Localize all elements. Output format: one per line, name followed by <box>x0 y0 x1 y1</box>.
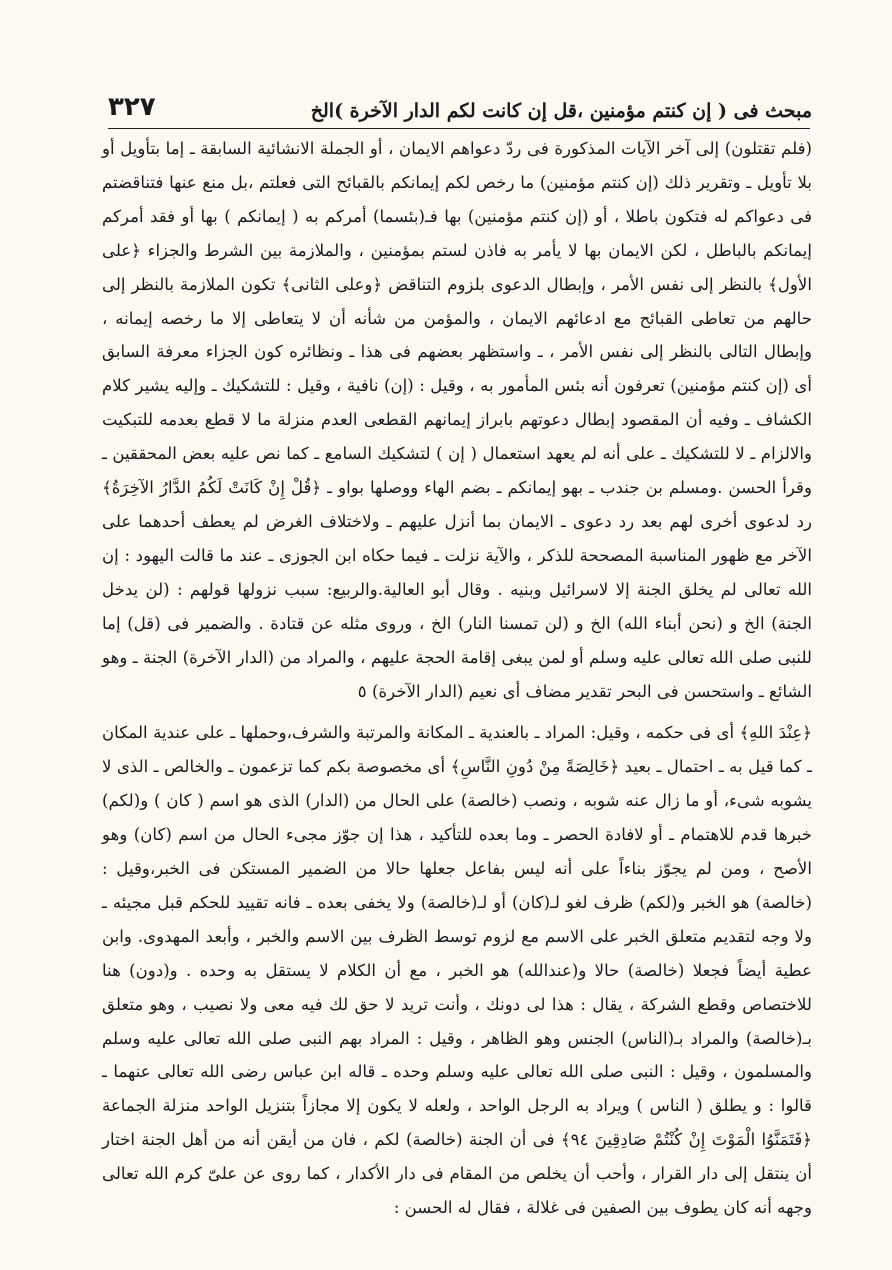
page-number: ٣٢٧ <box>108 92 156 122</box>
page-header <box>108 82 812 122</box>
running-head-title: مبحث فى ( إن كنتم مؤمنين ،قل إن كانت لكم الدار الآخرة )الخ <box>310 100 812 122</box>
header-rule <box>108 128 810 129</box>
paragraph-commentary-1: (فلم تقتلون) إلى آخر الآيات المذكورة فى ردّ دعواهم الايمان ، أو الجملة الانشائية السابقة ـ إما بتأويل أو بلا تأويل ـ وتقرير ذلك (إن كنتم مؤمنين) ما رخص لكم إيمانكم بالقبائح التى فعلتم ،بل منع عنها فتناقضتم فى دعواكم له فتكون باطلا ، أو (إن كنتم مؤمنين) بها فـ(بئسما) أمركم به ( إيمانكم ) بها أو فقد أمركم إيمانكم بالباطل ، لكن الايمان بها لا يأمر به فاذن لستم بمؤمنين ، والملازمة بين الشرط والجزاء ﴿على الأول﴾ بالنظر إلى نفس الأمر ، وإبطال الدعوى بلزوم التناقض ﴿وعلى الثانى﴾ تكون الملازمة بالنظر إلى حالهم من تعاطى القبائح مع ادعائهم الايمان ، والمؤمن من شأنه أن لا يتعاطى إلا ما رخصه إيمانه ، وإبطال التالى بالنظر إلى نفس الأمر ، ـ واستظهر بعضهم فى هذا ـ ونظائره كون الجزاء معرفة السابق أى (إن كنتم مؤمنين) تعرفون أنه بئس المأمور به ، وقيل : (إن) نافية ، وقيل : للتشكيك ـ وإليه يشير كلام الكشاف ـ وفيه أن المقصود إبطال دعوتهم بابراز إيمانهم القطعى العدم منزلة ما لا قطع بعدمه للتبكيت والالزام ـ لا للتشكيك ـ على أنه لم يعهد استعمال ( إن ) لتشكيك السامع ـ كما نص عليه بعض المحققين ـ وقرأ الحسن .ومسلم بن جندب ـ بهو إيمانكم ـ بضم الهاء ووصلها بواو ـ ﴿قُلْ إِنْ كَانَتْ لَكُمُ الدَّارُ الآخِرَةُ﴾ رد لدعوى أخرى لهم بعد رد دعوى ـ الايمان بما أنزل عليهم ـ ولاختلاف الغرض لم يعطف أحدهما على الآخر مع ظهور المناسبة المصححة للذكر ، والآية نزلت ـ فيما حكاه ابن الجوزى ـ عند ما قالت اليهود : إن الله تعالى لم يخلق الجنة إلا لاسرائيل وبنيه . وقال أبو العالية.والربيع: سبب نزولها قولهم : (لن يدخل الجنة) الخ و (نحن أبناء الله) الخ و (لن تمسنا النار) الخ ، وروى مثله عن قتادة . والضمير فى (قل) إما للنبى صلى الله تعالى عليه وسلم أو لمن يبغى إقامة الحجة عليهم ، والمراد من (الدار الآخرة) الجنة ـ وهو الشائع ـ واستحسن فى البحر تقدير مضاف أى نعيم (الدار الآخرة) ٥ <box>102 139 813 701</box>
paragraph-commentary-2: ﴿عِنْدَ اللهِ﴾ أى فى حكمه ، وقيل: المراد ـ بالعندية ـ المكانة والمرتبة والشرف،وحملها ـ على عندية المكان ـ كما قيل به ـ احتمال ـ بعيد ﴿خَالِصَةً مِنْ دُونِ النَّاسِ﴾ أى مخصوصة بكم كما تزعمون ـ والخالص ـ الذى لا يشوبه شىء، أو ما زال عنه شوبه ، ونصب (خالصة) على الحال من (الدار) الذى هو اسم ( كان ) و(لكم) خبرها قدم للاهتمام ـ أو لافادة الحصر ـ وما بعده للتأكيد ، هذا إن جوّز مجىء الحال من اسم (كان) وهو الأصح ، ومن لم يجوّز بناءاً على أنه ليس بفاعل جعلها حالا من الضمير المستكن فى الخبر،وقيل : (خالصة) هو الخبر و(لكم) ظرف لغو لـ(كان) أو لـ(خالصة) ولا يخفى بعده ـ فانه تقييد للحكم قبل مجيئه ـ ولا وجه لتقديم متعلق الخبر على الاسم مع لزوم توسط الظرف بين الاسم والخبر ، وأبعد المهدوى. وابن عطية أيضاً فجعلا (خالصة) حالا و(عندالله) هو الخبر ، مع أن الكلام لا يستقل به وحده . و(دون) هنا للاختصاص وقطع الشركة ، يقال : هذا لى دونك ، وأنت تريد لا حق لك فيه معى ولا نصيب ، وهو متعلق بـ(خالصة) والمراد بـ(الناس) الجنس وهو الظاهر ، وقيل : المراد بهم النبى صلى الله تعالى عليه وسلم والمسلمون ، وقيل : النبى صلى الله تعالى عليه وسلم وحده ـ قاله ابن عباس رضى الله تعالى عنهما ـ قالوا : و يطلق ( الناس ) ويراد به الرجل الواحد ، ولعله لا يكون إلا مجازاً بتنزيل الواحد منزلة الجماعة ﴿فَتَمَنَّوُا الْمَوْتَ إِنْ كُنْتُمْ صَادِقِينَ ٩٤﴾ فى أن الجنة (خالصة) لكم ، فان من أيقن أنه من أهل الجنة اختار أن ينتقل إلى دار القرار ، وأحب أن يخلص من المقام فى دار الأكدار ، كما روى عن علىّ كرم الله تعالى وجهه أنه كان يطوف بين الصفين فى غلالة ، فقال له الحسن : <box>102 723 812 1218</box>
body-text <box>102 132 812 1225</box>
